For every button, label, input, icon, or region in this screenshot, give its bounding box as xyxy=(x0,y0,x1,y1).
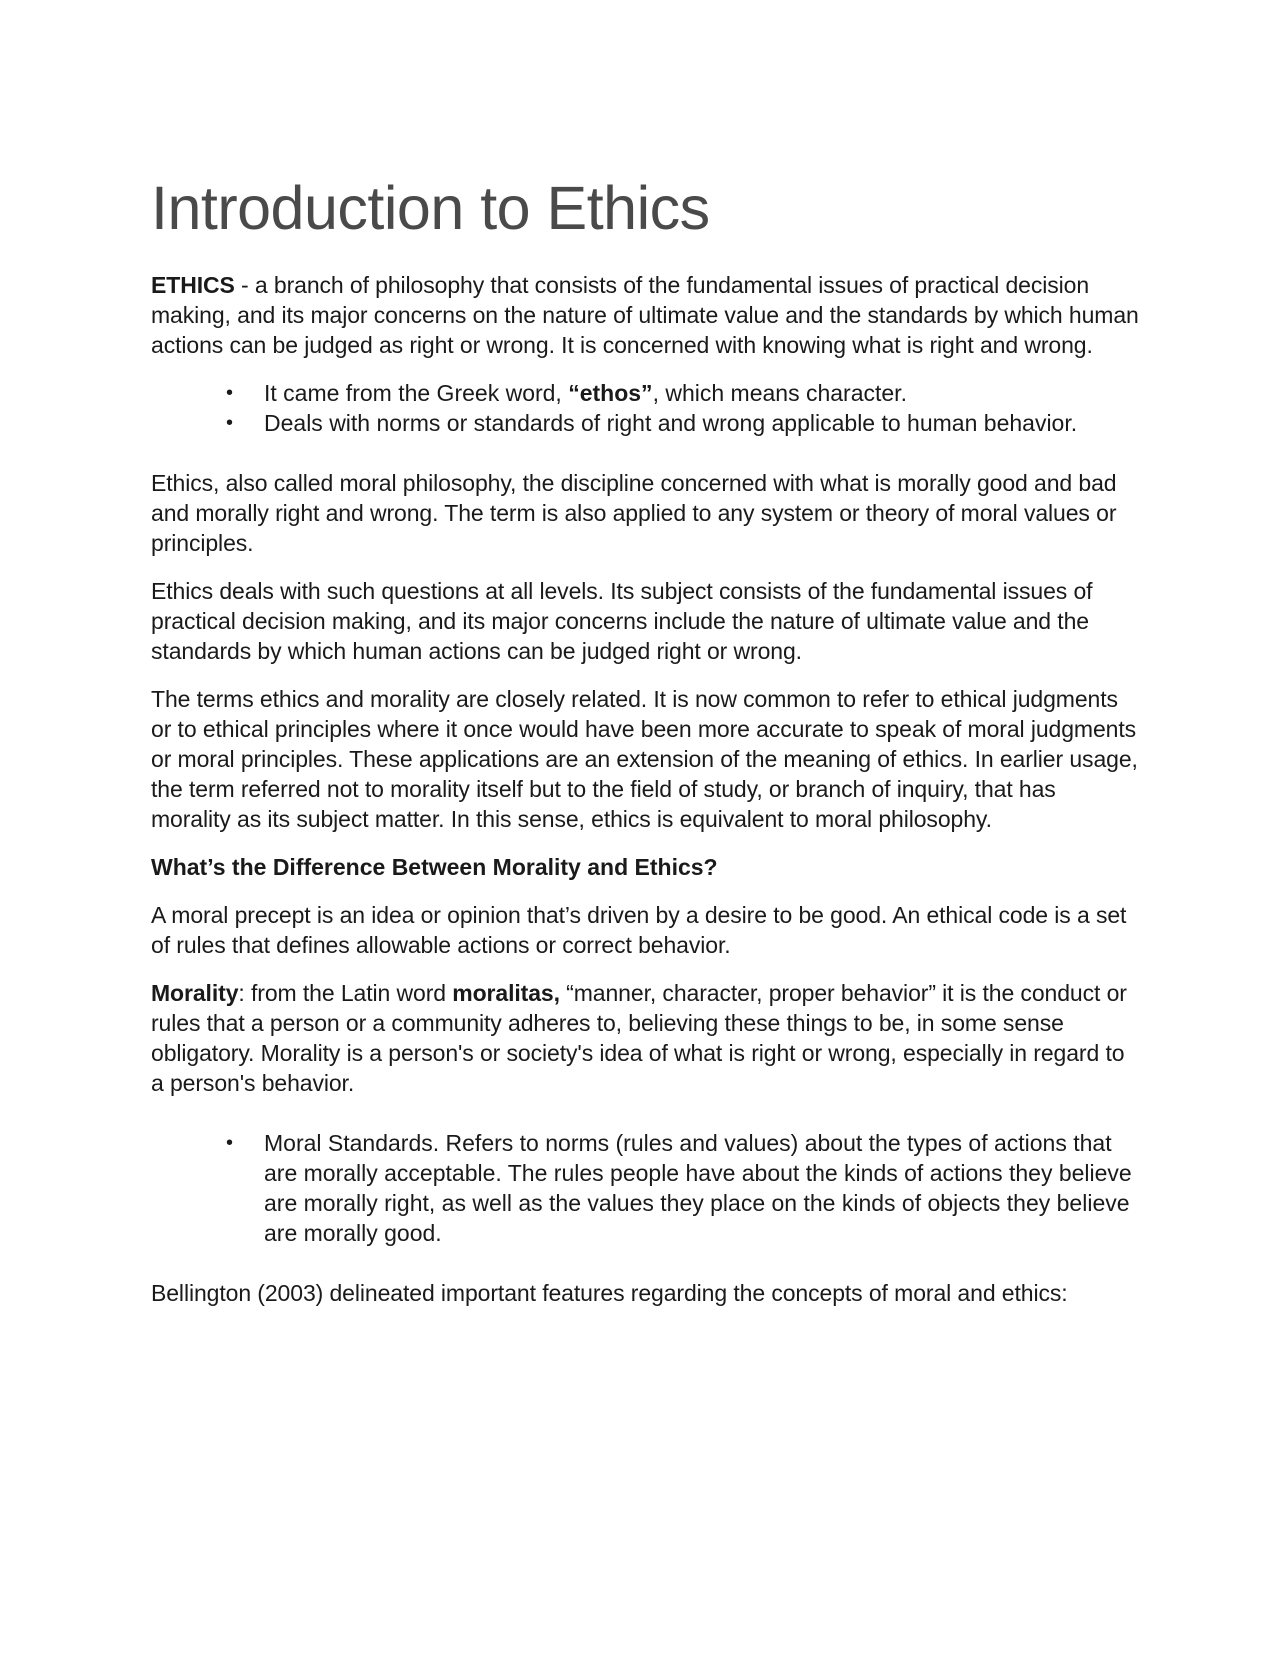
list-item-text: Deals with norms or standards of right and wrong applicable to human behavior. xyxy=(264,410,1078,436)
ethics-definition xyxy=(151,270,1141,360)
morality-text-a: : from the Latin word xyxy=(238,980,453,1006)
document-page xyxy=(151,170,1141,1326)
paragraph-moral-precept: A moral precept is an idea or opinion that’s driven by a desire to be good. An ethical code is a set of rules that defines allowable actions or correct behavior. xyxy=(151,902,1127,958)
list-item-text-tail: , which means character. xyxy=(652,380,907,406)
list-item-text: Moral Standards. Refers to norms (rules and values) about the types of actions that are morally acceptable. The rules people have about the kinds of actions they believe are morally right, as well as the values they place on the kinds of objects they believe are morally good. xyxy=(264,1130,1132,1246)
list-item-text: It came from the Greek word, xyxy=(264,380,569,406)
bullet-icon: • xyxy=(226,412,234,434)
morality-definition xyxy=(151,978,1141,1098)
ethics-bullet-list xyxy=(151,378,1141,438)
latin-term: moralitas, xyxy=(452,980,560,1006)
paragraph-ethics-morality-related: The terms ethics and morality are closely related. It is now common to refer to ethical judgments or to ethical principles where it once would have been more accurate to speak of moral judgments or moral principles. These applications are an extension of the meaning of ethics. In earlier usage, the term referred not to morality itself but to the field of study, or branch of inquiry, that has morality as its subject matter. In this sense, ethics is equivalent to moral philosophy. xyxy=(151,686,1138,832)
ethics-definition-text: - a branch of philosophy that consists of the fundamental issues of practical decision making, and its major concerns on the nature of ultimate value and the standards by which human actions can be judged as right or wrong. It is concerned with knowing what is right and wrong. xyxy=(151,272,1139,358)
paragraph-moral-philosophy: Ethics, also called moral philosophy, the discipline concerned with what is morally good and bad and morally right and wrong. The term is also applied to any system or theory of moral values or principles. xyxy=(151,470,1117,556)
bullet-icon: • xyxy=(226,382,234,404)
morality-text-b: “manner, character, proper behavior” it is the conduct or rules that a person or a community adheres to, believing these things to be, in some sense obligatory. Morality is a person's or society's idea of what is right or wrong, especially in regard to a person's behavior. xyxy=(151,980,1127,1096)
section-heading-difference: What’s the Difference Between Morality and Ethics? xyxy=(151,854,718,880)
paragraph-ethics-questions: Ethics deals with such questions at all levels. Its subject consists of the fundamental issues of practical decision making, and its major concerns include the nature of ultimate value and the standards by which human actions can be judged right or wrong. xyxy=(151,578,1093,664)
list-item xyxy=(226,408,1141,438)
paragraph-bellington: Bellington (2003) delineated important features regarding the concepts of moral and ethics: xyxy=(151,1280,1068,1306)
list-item xyxy=(226,378,1141,408)
ethics-term: ETHICS xyxy=(151,272,235,298)
page-title: Introduction to Ethics xyxy=(151,174,710,242)
morality-bullet-list xyxy=(151,1128,1141,1248)
ethos-term: “ethos” xyxy=(568,380,653,406)
bullet-icon: • xyxy=(226,1132,234,1154)
morality-term: Morality xyxy=(151,980,239,1006)
list-item xyxy=(226,1128,1141,1248)
